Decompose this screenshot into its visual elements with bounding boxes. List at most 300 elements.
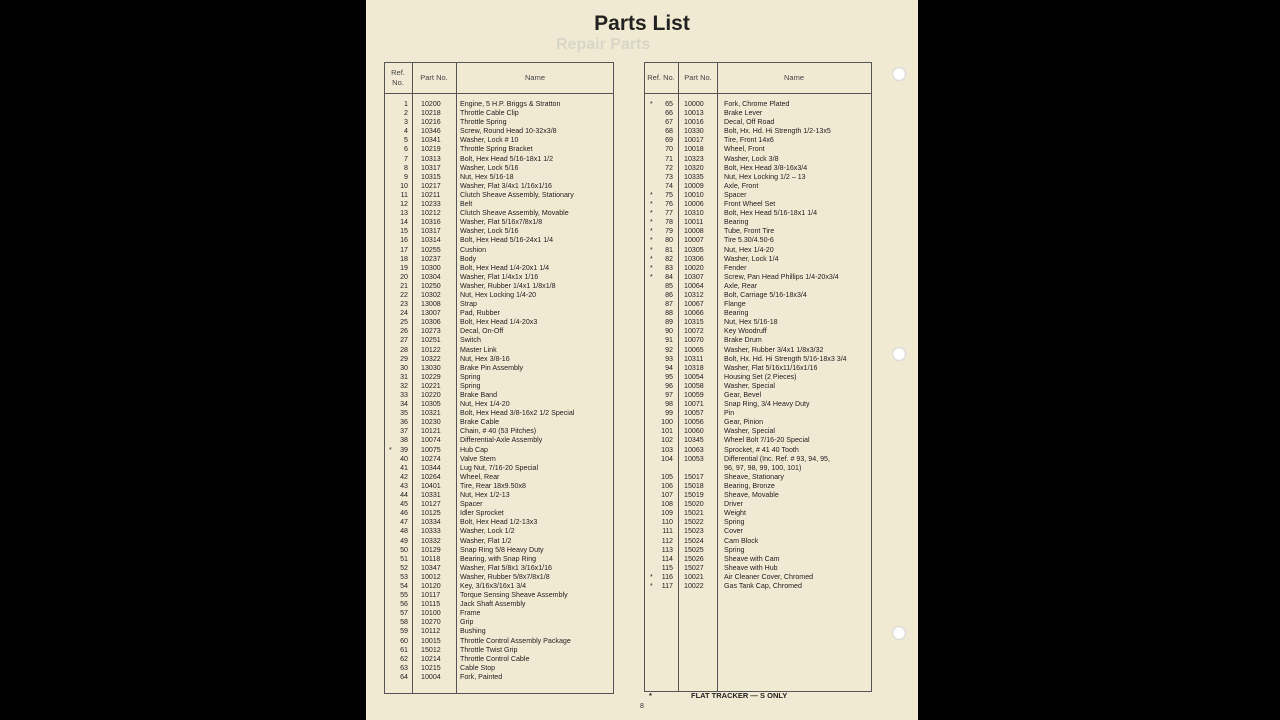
table-row xyxy=(645,446,871,455)
part-name: Belt xyxy=(460,200,473,209)
table-header xyxy=(385,63,613,94)
part-number: 10334 xyxy=(421,518,441,527)
table-row xyxy=(385,236,613,245)
part-name: Snap Ring, 3/4 Heavy Duty xyxy=(724,400,810,409)
table-row xyxy=(385,464,613,473)
ref-number: 62 xyxy=(400,654,408,663)
part-name: Bolt, Hx. Hd. Hi Strength 5/16-18x3 3/4 xyxy=(724,354,847,363)
part-number: 10255 xyxy=(421,245,441,254)
table-row xyxy=(385,573,613,582)
ref-number: 104 xyxy=(661,454,673,463)
table-row xyxy=(645,318,871,327)
part-name: Throttle Control Assembly Package xyxy=(460,636,571,645)
ref-number: 38 xyxy=(400,436,408,445)
ref-number: 11 xyxy=(400,190,408,199)
part-number: 10273 xyxy=(421,327,441,336)
table-row xyxy=(385,455,613,464)
part-number: 10306 xyxy=(684,254,704,263)
table-row xyxy=(645,191,871,200)
table-row xyxy=(385,627,613,636)
table-row xyxy=(385,155,613,164)
part-name: Nut, Hex 1/4-20 xyxy=(724,245,774,254)
part-name: Washer, Special xyxy=(724,427,775,436)
table-row xyxy=(385,327,613,336)
part-name: Strap xyxy=(460,300,477,309)
flat-tracker-marker: * xyxy=(650,246,653,254)
part-number: 10237 xyxy=(421,254,441,263)
part-number: 10054 xyxy=(684,372,704,381)
ref-number: 3 xyxy=(404,118,408,127)
part-name: Washer, Lock # 10 xyxy=(460,136,519,145)
part-number: 10020 xyxy=(684,263,704,272)
ref-number: 97 xyxy=(665,391,673,399)
table-row xyxy=(385,537,613,546)
table-row xyxy=(385,555,613,564)
part-number: 10230 xyxy=(421,418,441,427)
part-name: Jack Shaft Assembly xyxy=(460,600,526,609)
part-name: Wheel, Front xyxy=(724,145,765,154)
table-row xyxy=(645,546,871,555)
part-number: 10057 xyxy=(684,409,704,418)
table-row xyxy=(645,500,871,509)
flat-tracker-marker: * xyxy=(650,273,653,281)
part-name: Housing Set (2 Pieces) xyxy=(724,372,797,381)
ref-number: 20 xyxy=(400,272,408,281)
part-name: Master Link xyxy=(460,345,497,354)
part-name: Clutch Sheave Assembly, Stationary xyxy=(460,190,574,199)
part-number: 10013 xyxy=(684,109,704,118)
ref-number: 100 xyxy=(661,418,673,427)
part-number: 10021 xyxy=(684,572,704,581)
ref-number: 40 xyxy=(400,454,408,463)
table-row xyxy=(385,655,613,664)
part-number: 10305 xyxy=(684,245,704,254)
part-name: Throttle Spring Bracket xyxy=(460,145,533,154)
table-row xyxy=(645,336,871,345)
flat-tracker-marker: * xyxy=(650,582,653,590)
part-name: Washer, Flat 1/2 xyxy=(460,536,512,545)
part-number: 15018 xyxy=(684,481,704,490)
part-name: Spring xyxy=(724,545,745,554)
ref-number: 79 xyxy=(665,227,673,236)
footnote-text: FLAT TRACKER — S ONLY xyxy=(691,691,788,700)
table-row xyxy=(645,209,871,218)
part-number: 15022 xyxy=(684,518,704,527)
ref-number: 85 xyxy=(665,281,673,290)
ref-number: 98 xyxy=(665,400,673,409)
table-row xyxy=(645,436,871,445)
ref-number: 19 xyxy=(400,263,408,272)
table-row xyxy=(385,127,613,136)
table-row xyxy=(645,273,871,282)
ref-number: 9 xyxy=(404,172,408,181)
table-row xyxy=(645,164,871,173)
ref-number: 8 xyxy=(404,163,408,172)
part-name: Pin xyxy=(724,409,735,418)
part-name: Tire, Front 14x6 xyxy=(724,136,774,145)
part-name: Bearing xyxy=(724,309,749,318)
part-number: 10066 xyxy=(684,309,704,318)
table-row xyxy=(645,509,871,518)
part-number: 10220 xyxy=(421,391,441,399)
part-name: Brake Pin Assembly xyxy=(460,363,524,372)
table-row xyxy=(385,591,613,600)
part-number: 10346 xyxy=(421,127,441,136)
part-name: Bushing xyxy=(460,627,486,636)
ref-number: 7 xyxy=(404,154,408,163)
table-row xyxy=(385,318,613,327)
table-row xyxy=(645,218,871,227)
footnote xyxy=(651,691,787,700)
table-row xyxy=(385,518,613,527)
table-row xyxy=(385,164,613,173)
table-row xyxy=(645,155,871,164)
part-name: Washer, Flat 1/4x1x 1/16 xyxy=(460,272,539,281)
ref-number: 68 xyxy=(665,127,673,136)
part-name: Bearing xyxy=(724,218,749,227)
ref-number: 86 xyxy=(665,290,673,299)
table-row xyxy=(645,291,871,300)
table-row xyxy=(385,227,613,236)
ref-number: 17 xyxy=(400,245,408,254)
table-row xyxy=(385,273,613,282)
table-row xyxy=(645,282,871,291)
table-row xyxy=(645,200,871,209)
part-name: Washer, Special xyxy=(724,381,775,390)
part-number: 10211 xyxy=(421,190,441,199)
ref-number: 53 xyxy=(400,572,408,581)
part-number: 10233 xyxy=(421,200,441,209)
table-row xyxy=(645,109,871,118)
part-name: Sheave, Movable xyxy=(724,491,779,500)
flat-tracker-marker: * xyxy=(389,446,392,454)
part-number: 10018 xyxy=(684,145,704,154)
ref-number: 54 xyxy=(400,581,408,590)
table-row xyxy=(645,555,871,564)
ref-number: 77 xyxy=(665,209,673,218)
parts-table-left xyxy=(384,62,614,694)
part-number: 13030 xyxy=(421,363,441,372)
table-row xyxy=(385,418,613,427)
table-row xyxy=(385,191,613,200)
ref-number: 83 xyxy=(665,263,673,272)
part-name: Decal, Off Road xyxy=(724,118,775,127)
part-number: 10064 xyxy=(684,281,704,290)
part-number: 10070 xyxy=(684,336,704,345)
ref-number: 114 xyxy=(661,554,673,563)
part-number: 10059 xyxy=(684,391,704,399)
part-name: Screw, Round Head 10-32x3/8 xyxy=(460,127,557,136)
ref-number: 75 xyxy=(665,190,673,199)
part-number: 10122 xyxy=(421,345,441,354)
part-name: Nut, Hex Locking 1/4-20 xyxy=(460,290,537,299)
table-row xyxy=(385,446,613,455)
part-name: Bolt, Hx. Hd. Hi Strength 1/2-13x5 xyxy=(724,127,831,136)
table-row xyxy=(645,382,871,391)
ref-number: 36 xyxy=(400,418,408,427)
part-number: 10331 xyxy=(421,491,441,500)
ref-number: 67 xyxy=(665,118,673,127)
part-number: 10320 xyxy=(684,163,704,172)
part-header: Part No. xyxy=(684,73,712,82)
part-name: Cable Stop xyxy=(460,663,496,672)
part-name: Sheave with Hub xyxy=(724,563,778,572)
part-name: Pad, Rubber xyxy=(460,309,500,318)
part-number: 10316 xyxy=(421,218,441,227)
ref-number: 101 xyxy=(661,427,673,436)
part-name: Clutch Sheave Assembly, Movable xyxy=(460,209,569,218)
part-name: Bolt, Hex Head 3/8-16x2 1/2 Special xyxy=(460,409,575,418)
ref-number: 55 xyxy=(400,591,408,600)
ref-header: Ref. No. xyxy=(647,73,675,82)
part-number: 15017 xyxy=(684,472,704,481)
part-number: 10100 xyxy=(421,609,441,618)
part-number: 10304 xyxy=(421,272,441,281)
binder-hole xyxy=(892,67,906,81)
table-row xyxy=(385,527,613,536)
part-number: 10305 xyxy=(421,400,441,409)
ref-number: 117 xyxy=(661,581,673,590)
ref-number: 32 xyxy=(400,381,408,390)
part-number: 10219 xyxy=(421,145,441,154)
ref-number: 63 xyxy=(400,663,408,672)
ref-number: 76 xyxy=(665,200,673,209)
part-number: 10007 xyxy=(684,236,704,245)
table-row xyxy=(645,373,871,382)
table-row xyxy=(385,173,613,182)
table-row xyxy=(645,118,871,127)
table-row xyxy=(645,127,871,136)
table-row xyxy=(645,227,871,236)
part-name: Washer, Lock 5/16 xyxy=(460,163,519,172)
table-row xyxy=(385,500,613,509)
part-number: 15019 xyxy=(684,491,704,500)
ref-number: 84 xyxy=(665,272,673,281)
table-row xyxy=(385,364,613,373)
part-number: 10200 xyxy=(421,100,441,108)
part-name: Washer, Lock 3/8 xyxy=(724,154,779,163)
ref-number: 6 xyxy=(404,145,408,154)
ref-number: 10 xyxy=(400,181,408,190)
table-row xyxy=(385,218,613,227)
ref-number: 1 xyxy=(404,100,408,108)
part-name: Air Cleaner Cover, Chromed xyxy=(724,572,814,581)
part-number: 10016 xyxy=(684,118,704,127)
ref-number: 27 xyxy=(400,336,408,345)
part-name: Decal, On-Off xyxy=(460,327,504,336)
part-name: Driver xyxy=(724,500,743,509)
part-number: 10127 xyxy=(421,500,441,509)
table-row xyxy=(645,482,871,491)
ref-number: 49 xyxy=(400,536,408,545)
flat-tracker-marker: * xyxy=(650,573,653,581)
part-number: 15026 xyxy=(684,554,704,563)
part-number: 10274 xyxy=(421,454,441,463)
part-number: 13008 xyxy=(421,300,441,309)
ref-number: 15 xyxy=(400,227,408,236)
flat-tracker-marker: * xyxy=(650,101,653,108)
part-name: 96, 97, 98, 99, 100, 101) xyxy=(724,463,802,472)
flat-tracker-marker: * xyxy=(650,255,653,263)
part-name: Bolt, Hex Head 3/8-16x3/4 xyxy=(724,163,808,172)
ref-number: 51 xyxy=(400,554,408,563)
ref-number: 56 xyxy=(400,600,408,609)
table-row xyxy=(385,564,613,573)
part-number: 10314 xyxy=(421,236,441,245)
table-row xyxy=(645,537,871,546)
part-name: Axle, Front xyxy=(724,181,759,190)
table-row xyxy=(645,255,871,264)
table-row xyxy=(385,246,613,255)
part-name: Key Woodruff xyxy=(724,327,767,336)
table-row xyxy=(385,609,613,618)
part-number: 10125 xyxy=(421,509,441,518)
part-name: Spring xyxy=(460,372,481,381)
part-name: Washer, Flat 5/16x7/8x1/8 xyxy=(460,218,543,227)
ref-number: 80 xyxy=(665,236,673,245)
part-name: Valve Stem xyxy=(460,454,496,463)
ref-number: 82 xyxy=(665,254,673,263)
ref-number: 89 xyxy=(665,318,673,327)
part-name: Fender xyxy=(724,263,747,272)
flat-tracker-marker: * xyxy=(650,228,653,236)
table-row xyxy=(645,527,871,536)
table-row xyxy=(385,664,613,673)
ref-number: 44 xyxy=(400,491,408,500)
part-name: Bolt, Hex Head 5/16-18x1 1/4 xyxy=(724,209,818,218)
ref-number: 28 xyxy=(400,345,408,354)
part-number: 10022 xyxy=(684,581,704,590)
part-number: 10330 xyxy=(684,127,704,136)
part-number: 10015 xyxy=(421,636,441,645)
part-number: 10250 xyxy=(421,281,441,290)
table-row xyxy=(645,355,871,364)
part-name: Nut, Hex Locking 1/2 – 13 xyxy=(724,172,806,181)
part-number: 10264 xyxy=(421,472,441,481)
ref-number: 102 xyxy=(661,436,673,445)
table-row xyxy=(645,136,871,145)
ref-number: 72 xyxy=(665,163,673,172)
part-number: 10216 xyxy=(421,118,441,127)
ref-number: 57 xyxy=(400,609,408,618)
part-number: 15020 xyxy=(684,500,704,509)
ref-number: 110 xyxy=(661,518,673,527)
ref-number: 23 xyxy=(400,300,408,309)
part-name: Idler Sprocket xyxy=(460,509,504,518)
part-name: Bolt, Hex Head 5/16-24x1 1/4 xyxy=(460,236,554,245)
part-name: Tube, Front Tire xyxy=(724,227,775,236)
part-number: 10300 xyxy=(421,263,441,272)
binder-hole xyxy=(892,626,906,640)
part-number: 10012 xyxy=(421,572,441,581)
table-row xyxy=(645,100,871,109)
part-number: 10056 xyxy=(684,418,704,427)
part-name: Washer, Flat 3/4x1 1/16x1/16 xyxy=(460,181,553,190)
part-number: 10221 xyxy=(421,381,441,390)
ref-number: 65 xyxy=(665,100,673,108)
table-row xyxy=(645,564,871,573)
part-header: Part No. xyxy=(420,73,448,82)
part-number: 10344 xyxy=(421,463,441,472)
footnote-marker: * xyxy=(649,691,652,700)
table-row xyxy=(385,309,613,318)
part-name: Sheave, Stationary xyxy=(724,472,784,481)
table-row xyxy=(645,264,871,273)
part-number: 10251 xyxy=(421,336,441,345)
part-name: Key, 3/16x3/16x1 3/4 xyxy=(460,581,527,590)
name-header: Name xyxy=(783,73,804,82)
table-row xyxy=(645,300,871,309)
parts-table-right xyxy=(644,62,872,692)
part-number: 10302 xyxy=(421,290,441,299)
part-number: 10010 xyxy=(684,190,704,199)
ref-number: 26 xyxy=(400,327,408,336)
ref-number: 96 xyxy=(665,381,673,390)
ref-number: 48 xyxy=(400,527,408,536)
ref-number: 30 xyxy=(400,363,408,372)
table-row xyxy=(385,473,613,482)
ref-header: Ref. No. xyxy=(391,68,405,87)
table-row xyxy=(385,182,613,191)
table-row xyxy=(645,236,871,245)
part-name: Engine, 5 H.P. Briggs & Stratton xyxy=(460,100,561,108)
part-name: Flange xyxy=(724,300,746,309)
part-name: Brake Cable xyxy=(460,418,500,427)
ref-number: 91 xyxy=(665,336,673,345)
part-name: Washer, Rubber 5/8x7/8x1/8 xyxy=(460,572,550,581)
part-name: Sprocket, # 41 40 Tooth xyxy=(724,445,799,454)
part-name: Brake Lever xyxy=(724,109,763,118)
table-row xyxy=(385,391,613,400)
part-name: Cushion xyxy=(460,245,487,254)
part-number: 10060 xyxy=(684,427,704,436)
part-name: Gear, Bevel xyxy=(724,391,762,399)
part-name: Snap Ring 5/8 Heavy Duty xyxy=(460,545,544,554)
parts-rows-left xyxy=(385,100,613,682)
part-number: 10129 xyxy=(421,545,441,554)
ref-number: 78 xyxy=(665,218,673,227)
table-row xyxy=(645,346,871,355)
part-number: 10347 xyxy=(421,563,441,572)
part-number: 10112 xyxy=(421,627,441,636)
part-number: 15025 xyxy=(684,545,704,554)
part-number: 10401 xyxy=(421,481,441,490)
table-row xyxy=(385,637,613,646)
binder-hole xyxy=(892,347,906,361)
ref-number: 71 xyxy=(665,154,673,163)
table-row xyxy=(385,346,613,355)
part-number: 10341 xyxy=(421,136,441,145)
part-name: Grip xyxy=(460,618,474,627)
part-name: Wheel Bolt 7/16-20 Special xyxy=(724,436,810,445)
part-number: 10008 xyxy=(684,227,704,236)
part-number: 10121 xyxy=(421,427,441,436)
ref-number: 99 xyxy=(665,409,673,418)
part-number: 10313 xyxy=(421,154,441,163)
table-row xyxy=(385,355,613,364)
ref-number: 103 xyxy=(661,445,673,454)
table-row xyxy=(645,409,871,418)
ref-number: 88 xyxy=(665,309,673,318)
part-number: 10335 xyxy=(684,172,704,181)
table-row xyxy=(385,264,613,273)
ref-number: 93 xyxy=(665,354,673,363)
flat-tracker-marker: * xyxy=(650,191,653,199)
table-row xyxy=(385,209,613,218)
ref-number: 43 xyxy=(400,481,408,490)
part-number: 10310 xyxy=(684,209,704,218)
table-row xyxy=(645,455,871,464)
